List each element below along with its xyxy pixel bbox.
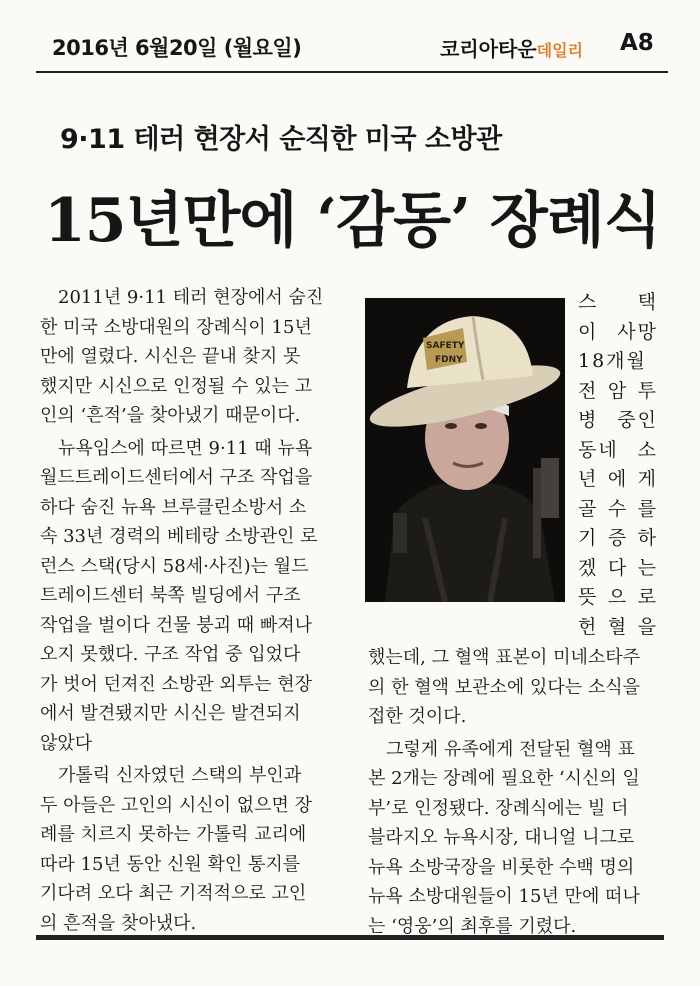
newspaper-logo: [440, 33, 583, 62]
article-left-column: [40, 283, 352, 941]
article-right-column: [368, 643, 663, 944]
firefighter-portrait-illustration: [365, 298, 565, 602]
svg-text:FDNY: FDNY: [435, 355, 463, 365]
article-headline: 15년만에 ‘감동’ 장례식: [44, 186, 661, 256]
svg-text:SAFETY: SAFETY: [426, 341, 465, 351]
article-side-column: 스 택 이 사망 18개월 전 암 투 병 중인 동네 소 년 에 게 골 수 를 기 증 하 겠 다 는 뜻 으 로 헌 혈 을: [578, 291, 658, 638]
footer-rule: [36, 935, 664, 940]
header-rule: [36, 71, 668, 73]
paragraph: 했는데, 그 혈액 표본이 미네소타주 의 한 혈액 보관소에 있다는 소식을 접한 것이다.: [368, 647, 641, 727]
paragraph: 가톨릭 신자였던 스택의 부인과 두 아들은 고인의 시신이 없으면 장 례를 치르지 못하는 가톨릭 교리에 따라 15년 동안 신원 확인 통지를 기다려 오다 최근 기적적으로 고인 의 흔적을 찾아냈다.: [40, 765, 313, 934]
logo-accent-text: 데일리: [536, 41, 583, 60]
paragraph: 그렇게 유족에게 전달된 혈액 표 본 2개는 장례에 필요한 ‘시신의 일 부’로 인정됐다. 장례식에는 빌 더 블라지오 뉴욕시장, 대니얼 니그로 뉴욕 소방국장을 비롯한 수백 명의 뉴욕 소방대원들이 15년 만에 떠나 는 ‘영웅’의 최후를 기렸다.: [368, 738, 640, 937]
logo-main-text: 코리아타운: [440, 37, 537, 61]
paragraph: 뉴욕임스에 따르면 9·11 때 뉴욕 월드트레이드센터에서 구조 작업을 하다 숨진 뉴욕 브루클린소방서 소 속 33년 경력의 베테랑 소방관인 로 런스 스택(당시 58세·사진)는 월드 트레이드센터 북쪽 빌딩에서 구조 작업을 벌이다 건물 붕괴 때 빠져나 오지 못했다. 구조 작업 중 입었다 가 벗어 던져진 소방관 외투는 현장 에서 발견됐지만 시신은 발견되지 않았다: [40, 437, 318, 754]
article-kicker: 9·11 테러 현장서 순직한 미국 소방관: [60, 124, 502, 155]
issue-date: 2016년 6월20일 (월요일): [52, 36, 302, 60]
firefighter-photo: [365, 298, 565, 602]
page-number: A8: [620, 30, 654, 56]
paragraph: 2011년 9·11 테러 현장에서 숨진 한 미국 소방대원의 장례식이 15년 만에 열렸다. 시신은 끝내 찾지 못 했지만 시신으로 인정될 수 있는 고 인의 ‘흔적’을 찾아냈기 때문이다.: [40, 287, 324, 426]
